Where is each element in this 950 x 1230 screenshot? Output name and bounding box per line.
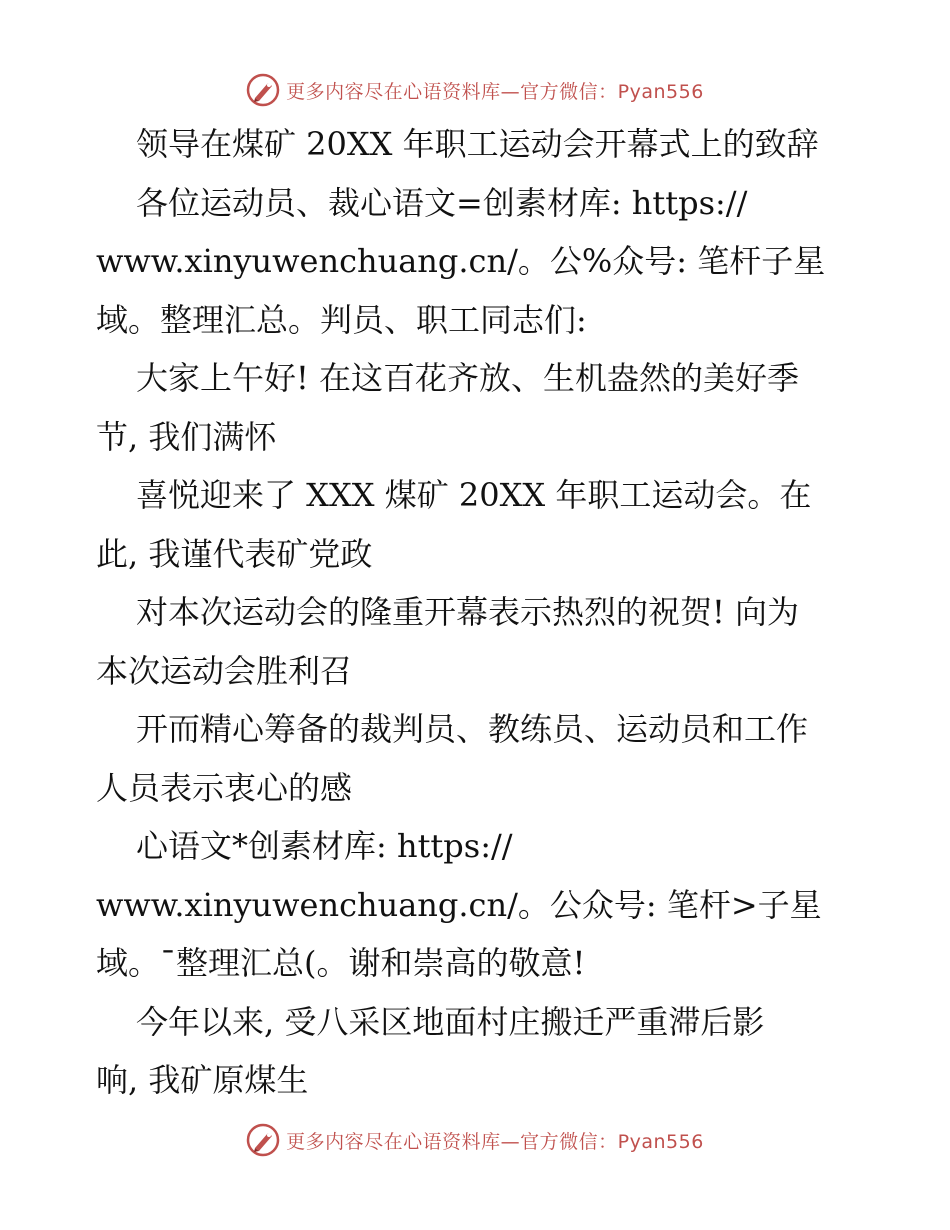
text-line: 各位运动员、裁心语文=创素材库: https:// [136,183,748,222]
text-line: 开而精心筹备的裁判员、教练员、运动员和工作 [136,710,809,748]
document-title: 领导在煤矿 20XX 年职工运动会开幕式上的致辞 [136,125,819,163]
text-line: 本次运动会胜利召 [96,651,353,690]
header-banner-text: 更多内容尽在心语资料库—官方微信：Pyan556 [286,80,704,103]
footer-banner [0,1120,950,1160]
text-line: 大家上午好! 在这百花齐放、生机盎然的美好季 [136,359,800,397]
pen-logo-icon [246,73,280,107]
text-line: 域。整理汇总。判员、职工同志们: [96,300,587,339]
text-line: 喜悦迎来了 XXX 煤矿 20XX 年职工运动会。在 [136,476,812,514]
text-line: 对本次运动会的隆重开幕表示热烈的祝贺! 向为 [136,593,800,631]
document-body [96,115,856,1110]
text-line: 心语文*创素材库: https:// [136,827,513,865]
text-line: www.xinyuwenchuang.cn/。公%众号: 笔杆子星 [96,242,826,280]
pen-logo-icon [246,1123,280,1157]
text-line: 人员表示衷心的感 [96,768,353,807]
text-line: 响, 我矿原煤生 [96,1061,309,1099]
text-line: 今年以来, 受八采区地面村庄搬迁严重滞后影 [136,1002,765,1041]
text-line: 此, 我谨代表矿党政 [96,534,373,573]
text-line: www.xinyuwenchuang.cn/。公众号: 笔杆>子星 [96,885,822,924]
header-banner [0,70,950,110]
text-line: 域。¯整理汇总(。谢和崇高的敬意! [96,944,586,982]
text-line: 节, 我们满怀 [96,417,277,456]
footer-banner-text: 更多内容尽在心语资料库—官方微信：Pyan556 [286,1130,704,1153]
